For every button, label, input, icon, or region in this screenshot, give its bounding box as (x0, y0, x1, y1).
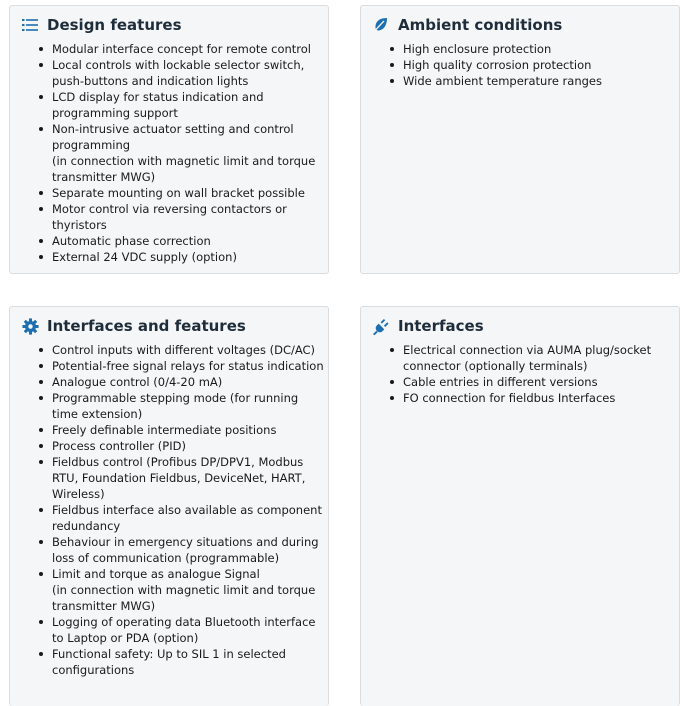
list-item: Separate mounting on wall bracket possible (52, 185, 332, 201)
card-header (21, 15, 182, 35)
list-item: Limit and torque as analogue Signal (in connection with magnetic limit and torque transmitter MWG) (52, 566, 332, 614)
list-item: High enclosure protection (403, 41, 683, 57)
list-item: Non-intrusive actuator setting and control programming (in connection with magnetic limit and torque transmitter MWG) (52, 121, 332, 185)
list-item: Automatic phase correction (52, 233, 332, 249)
list-item: Logging of operating data Bluetooth interface to Laptop or PDA (option) (52, 614, 332, 646)
card-header (372, 316, 484, 336)
card-header (21, 316, 246, 336)
list-item: Analogue control (0/4-20 mA) (52, 374, 332, 390)
interfaces-and-features-card (9, 306, 329, 706)
ambient-conditions-card (360, 5, 680, 274)
list-item: Local controls with lockable selector switch, push-buttons and indication lights (52, 57, 332, 89)
list-item: Freely definable intermediate positions (52, 422, 332, 438)
list-icon (21, 16, 39, 34)
card-header (372, 15, 562, 35)
feature-list (385, 342, 683, 406)
list-item: Programmable stepping mode (for running time extension) (52, 390, 332, 422)
gear-icon (21, 317, 39, 335)
list-item: Fieldbus control (Profibus DP/DPV1, Modbus RTU, Foundation Fieldbus, DeviceNet, HART, Wireless) (52, 454, 332, 502)
feature-list (385, 41, 683, 89)
list-item: Functional safety: Up to SIL 1 in selected configurations (52, 646, 332, 678)
list-item: LCD display for status indication and programming support (52, 89, 332, 121)
interfaces-card (360, 306, 680, 706)
list-item: Behaviour in emergency situations and during loss of communication (programmable) (52, 534, 332, 566)
card-title: Interfaces (398, 317, 484, 335)
feature-list (34, 41, 332, 265)
card-title: Interfaces and features (47, 317, 246, 335)
list-item: Motor control via reversing contactors or thyristors (52, 201, 332, 233)
list-item: FO connection for fieldbus Interfaces (403, 390, 683, 406)
plug-icon (372, 317, 390, 335)
card-title: Ambient conditions (398, 16, 563, 34)
list-item: Wide ambient temperature ranges (403, 73, 683, 89)
list-item: Modular interface concept for remote control (52, 41, 332, 57)
list-item: Process controller (PID) (52, 438, 332, 454)
list-item: External 24 VDC supply (option) (52, 249, 332, 265)
card-title: Design features (47, 16, 182, 34)
list-item: Cable entries in different versions (403, 374, 683, 390)
list-item: Fieldbus interface also available as component redundancy (52, 502, 332, 534)
design-features-card (9, 5, 329, 274)
list-item: High quality corrosion protection (403, 57, 683, 73)
list-item: Control inputs with different voltages (DC/AC) (52, 342, 332, 358)
list-item: Potential-free signal relays for status indication (52, 358, 332, 374)
feature-list (34, 342, 332, 678)
leaf-icon (372, 16, 390, 34)
list-item: Electrical connection via AUMA plug/socket connector (optionally terminals) (403, 342, 683, 374)
